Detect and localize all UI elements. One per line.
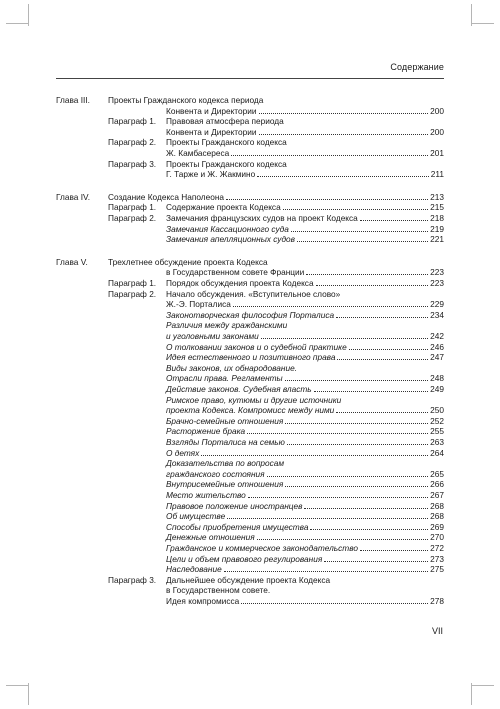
toc-entry-title: Внутрисемейные отношения (166, 479, 284, 490)
toc-entry-title: Взгляды Порталиса на семью (166, 437, 285, 447)
toc-entry (0, 543, 500, 554)
dot-leader (231, 155, 428, 156)
toc-entry-page: 213 (430, 191, 444, 202)
toc-entry-title: Ж.-Э. Порталиса (166, 299, 231, 310)
dot-leader (285, 423, 428, 424)
toc-entry-page: 200 (430, 105, 444, 116)
dot-leader (287, 444, 428, 445)
toc-entry (0, 299, 500, 310)
dot-leader (316, 285, 429, 286)
header-rule (56, 78, 444, 79)
toc-entry (0, 352, 500, 363)
toc-entry-title: Место жительство (166, 490, 246, 500)
dot-leader (241, 603, 428, 604)
dot-leader (257, 176, 429, 177)
dot-leader (304, 508, 428, 509)
dot-leader (283, 209, 428, 210)
toc-entry (0, 192, 500, 203)
toc-entry (0, 363, 500, 374)
toc-entry-page: 250 (430, 405, 444, 416)
toc-entry (0, 501, 500, 512)
toc-entry-label: Параграф 1. (108, 278, 157, 288)
toc-entry-page: 266 (430, 479, 444, 490)
dot-leader (336, 317, 428, 318)
toc-entry-title: Расторжение брака (166, 426, 246, 437)
toc-entry-label: Параграф 1. (108, 202, 157, 213)
toc-entry-title: Проекты Гражданского кодекса (166, 137, 287, 148)
toc-entry (0, 95, 500, 106)
toc-entry (0, 213, 500, 224)
toc-entry-label: Глава IV. (56, 191, 91, 202)
toc-entry-page: 272 (430, 543, 444, 553)
toc-entry-page: 249 (430, 384, 444, 394)
toc-entry-label: Параграф 2. (108, 213, 157, 223)
dot-leader (360, 220, 428, 221)
toc-entry-page: 264 (430, 447, 444, 458)
toc-entry-title: Проекты Гражданского кодекса (166, 158, 287, 169)
toc-entry-title: в Государственном совете Франции (166, 267, 305, 278)
toc-entry (0, 575, 500, 586)
dot-leader (285, 486, 428, 487)
toc-entry (0, 479, 500, 490)
toc-entry-title: Способы приобретения имущества (166, 521, 309, 532)
toc-entry-page: 242 (430, 331, 444, 341)
toc-entry-title: Дальнейшее обсуждение проекта Кодекса (166, 574, 331, 585)
toc-entry (0, 416, 500, 427)
toc-entry-title: Ж. Камбасереса (166, 148, 230, 158)
toc-entry-title: Римское право, кутюмы и другие источники (166, 394, 342, 405)
toc-entry (0, 384, 500, 395)
toc-entry-page: 273 (430, 553, 444, 564)
toc-entry-title: в Государственном совете. (166, 585, 271, 596)
toc-entry (0, 278, 500, 289)
toc-entry-label: Глава III. (56, 95, 90, 105)
toc-entry-page: 221 (430, 234, 444, 245)
toc-entry-title: и уголовными законами (166, 331, 259, 341)
toc-entry-label: Параграф 1. (108, 116, 157, 127)
toc-entry-title: Цели и объем правового регулирования (166, 553, 323, 564)
toc-entry-page: 278 (430, 596, 444, 606)
dot-leader (259, 134, 429, 135)
toc-entry-title: Законотворческая философия Порталиса (166, 309, 335, 320)
toc-entry-label: Параграф 3. (108, 158, 157, 169)
toc-entry-page: 268 (430, 511, 444, 522)
dot-leader (248, 497, 428, 498)
toc-entry-title: Денежные отношения (166, 532, 255, 543)
toc-entry-page: 223 (430, 278, 444, 288)
toc-entry (0, 490, 500, 501)
toc-entry-page: 263 (430, 437, 444, 447)
toc-entry (0, 564, 500, 575)
dot-leader (259, 113, 429, 114)
toc-entry-title: Замечания Кассационного суда (166, 223, 289, 234)
toc-entry-page: 211 (430, 169, 444, 180)
toc-entry-page: 246 (430, 341, 444, 352)
toc-entry (0, 320, 500, 331)
toc-entry (0, 448, 500, 459)
dot-leader (337, 359, 428, 360)
dot-leader (360, 550, 428, 551)
toc-entry (0, 257, 500, 268)
toc-entry-title: Наследование (166, 564, 222, 575)
toc-entry-page: 215 (430, 202, 444, 213)
page-number: VII (431, 626, 443, 636)
dot-leader (261, 338, 428, 339)
toc-entry-title: Замечания апелляционных судов (166, 234, 295, 245)
dot-leader (257, 539, 428, 540)
dot-leader (285, 380, 429, 381)
dot-leader (226, 199, 428, 200)
toc-entry-title: Конвента и Директории (166, 105, 257, 116)
dot-leader (267, 476, 429, 477)
toc-entry (0, 289, 500, 300)
toc-entry-page: 229 (430, 299, 444, 310)
toc-entry-title: Правовое положение иностранцев (166, 500, 303, 511)
toc-entry (0, 310, 500, 321)
toc-entry-title: Отрасли права. Регламенты (166, 373, 283, 384)
toc-entry-page: 201 (430, 148, 444, 158)
toc-entry (0, 426, 500, 437)
toc-entry-page: 234 (430, 309, 444, 320)
dot-leader (336, 412, 428, 413)
toc-entry-title: О толковании законов и о судебной практике (166, 341, 347, 352)
toc-entry (0, 127, 500, 138)
toc-entry-page: 252 (430, 415, 444, 426)
toc-entry-title: Брачно-семейные отношения (166, 415, 284, 426)
dot-leader (324, 561, 428, 562)
toc-entry-page: 265 (430, 468, 444, 479)
toc-entry-page: 275 (430, 564, 444, 575)
toc-entry-label: Глава V. (56, 256, 88, 267)
dot-leader (310, 529, 428, 530)
toc-entry-label: Параграф 2. (108, 137, 157, 148)
toc-entry-page: 200 (430, 126, 444, 137)
dot-leader (291, 231, 428, 232)
toc-entry-title: Трехлетнее обсуждение проекта Кодекса (108, 256, 268, 267)
dot-leader (233, 306, 428, 307)
toc-entry-label: Параграф 3. (108, 574, 157, 585)
toc-entry-title: Проекты Гражданского кодекса периода (108, 95, 264, 105)
toc-entry-title: проекта Кодекса. Компромисс между ними (166, 405, 335, 416)
toc-entry-page: 248 (430, 373, 444, 384)
toc-entry (0, 331, 500, 342)
toc-entry-page: 268 (430, 500, 444, 511)
toc-entry-title: Создание Кодекса Наполеона (108, 191, 225, 202)
dot-leader (224, 571, 428, 572)
toc-entry (0, 554, 500, 565)
dot-leader (201, 455, 428, 456)
toc-entry (0, 224, 500, 235)
toc-entry-title: Г. Тарже и Ж. Жакмино (166, 169, 256, 180)
toc-entry-page: 219 (430, 223, 444, 234)
dot-leader (297, 241, 428, 242)
toc-entry-page: 270 (430, 532, 444, 543)
toc-entry-label: Параграф 2. (108, 288, 157, 299)
toc-entry (0, 405, 500, 416)
toc-entry-title: Доказательства по вопросам (166, 458, 285, 469)
dot-leader (306, 274, 428, 275)
toc-entry-title: Замечания французских судов на проект Кодекса (166, 213, 358, 223)
toc-entry (0, 116, 500, 127)
toc-entry (0, 106, 500, 117)
toc-entry (0, 148, 500, 159)
toc-entry (0, 458, 500, 469)
dot-leader (314, 391, 429, 392)
dot-leader (247, 433, 428, 434)
toc-entry-title: О детях (166, 447, 200, 458)
toc-entry-title: Гражданское и коммерческое законодательство (166, 543, 358, 553)
running-head: Содержание (390, 62, 444, 72)
toc-entry-title: Конвента и Директории (166, 126, 257, 137)
toc-entry (0, 437, 500, 448)
toc-entry-title: Различия между гражданскими (166, 320, 288, 331)
toc-entry (0, 511, 500, 522)
toc-entry-page: 267 (430, 490, 444, 500)
toc-entry-title: Начало обсуждения. «Вступительное слово» (166, 288, 341, 299)
toc-entry (0, 585, 500, 596)
toc-entry (0, 202, 500, 213)
toc-entry (0, 395, 500, 406)
toc-entry-title: Содержание проекта Кодекса (166, 202, 281, 213)
dot-leader (349, 349, 428, 350)
toc-entry-title: гражданского состояния (166, 468, 265, 479)
toc-entry (0, 234, 500, 245)
toc-entry-page: 223 (430, 267, 444, 278)
toc-entry-page: 247 (430, 352, 444, 363)
toc-entry-title: Порядок обсуждения проекта Кодекса (166, 278, 314, 288)
toc-entry (0, 596, 500, 607)
dot-leader (227, 518, 428, 519)
toc-entry-title: Виды законов, их обнародование. (166, 362, 297, 373)
toc-entry (0, 532, 500, 543)
toc-entry-page: 255 (430, 426, 444, 437)
toc-entry (0, 169, 500, 180)
toc-entry-title: Правовая атмосфера периода (166, 116, 284, 127)
toc-entry (0, 373, 500, 384)
toc-entry-page: 218 (430, 213, 444, 223)
toc-entry (0, 469, 500, 480)
toc-entry (0, 342, 500, 353)
toc-entry-title: Об имуществе (166, 511, 226, 522)
toc-entry (0, 137, 500, 148)
toc-entry-title: Действие законов. Судебная власть (166, 384, 312, 394)
toc-entry-title: Идея естественного и позитивного права (166, 352, 336, 363)
toc-entry (0, 267, 500, 278)
toc-entry (0, 159, 500, 170)
toc-entry-title: Идея компромисса (166, 596, 240, 606)
toc-entry (0, 522, 500, 533)
toc-entry-page: 269 (430, 521, 444, 532)
